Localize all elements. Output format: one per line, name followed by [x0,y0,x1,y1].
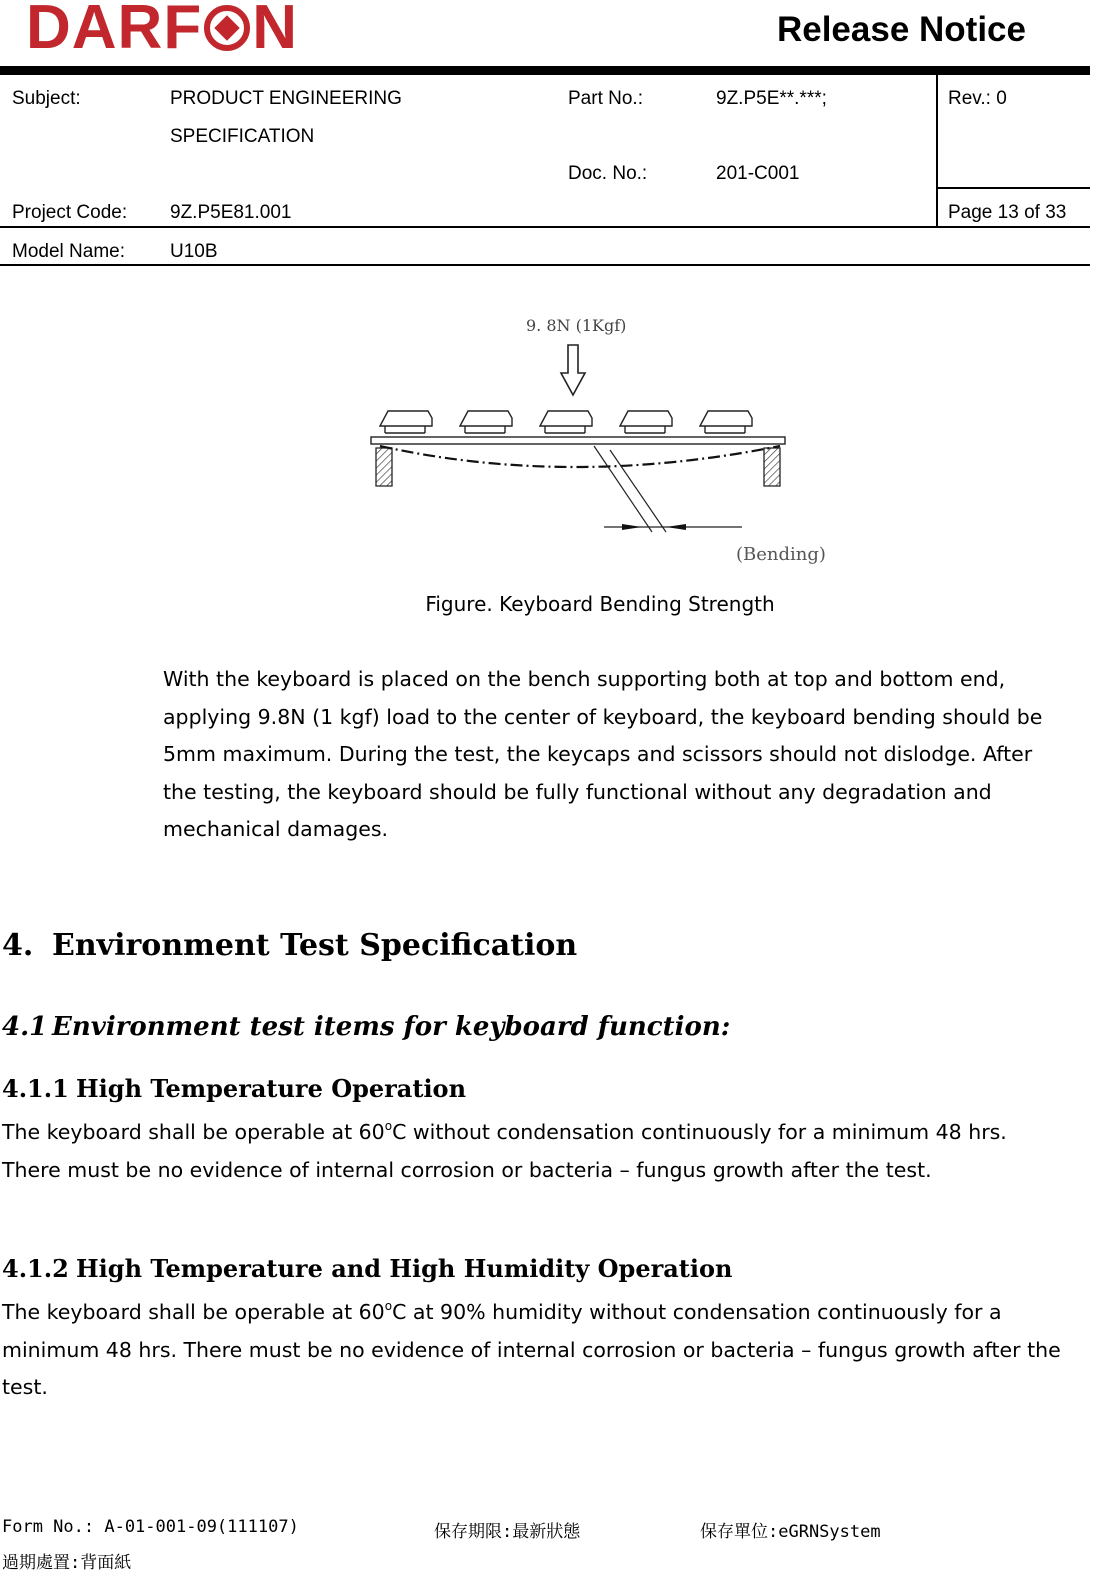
left-support [376,448,392,486]
header-divider-vertical [936,75,938,227]
section-4-1-1-heading [2,1074,466,1103]
section-title: Environment Test Specification [52,928,578,963]
footer-form-no: Form No.: A-01-001-09(111107) [2,1517,299,1537]
subject-line2: SPECIFICATION [170,126,315,147]
body-line: test. [2,1375,48,1399]
header-rule [0,66,1090,75]
logo-text-left: DARF [26,0,203,62]
body-line: The keyboard shall be operable at 60$^o$C at 90% humidity without condensation continuously for a [2,1299,1002,1324]
leader-line-1 [594,446,652,532]
logo-diamond-icon [203,4,251,52]
body-line: minimum 48 hrs. There must be no evidence of internal corrosion or bacteria – fungus growth after the [2,1337,1061,1362]
keyboard-plate [371,437,785,444]
model-label: Model Name: [12,241,125,262]
subject-label: Subject: [12,88,81,109]
dimension-arrow-right-icon [666,524,686,530]
header-divider-project [0,226,1090,228]
partno-value: 9Z.P5E**.***; [716,88,827,109]
section-4-1-heading [2,1012,730,1042]
company-logo [26,0,298,62]
intro-paragraph [163,661,1042,849]
header-divider-rev [936,187,1090,189]
section-number: 4.1.2 [2,1254,69,1283]
docno-value: 201-C001 [716,163,800,184]
section-4-1-2-body [2,1294,1061,1407]
partno-label: Part No.: [568,88,643,109]
intro-line: applying 9.8N (1 kgf) load to the center of keyboard, the keyboard bending should be [163,704,1043,729]
figure-caption: Figure. Keyboard Bending Strength [425,592,775,616]
keyboard-bending-figure [360,300,850,580]
right-support [764,448,780,486]
keycaps [380,411,752,433]
section-4-1-1-body [2,1114,1007,1189]
section-title: High Temperature Operation [76,1074,467,1103]
bending-curve [380,446,780,467]
intro-line: With the keyboard is placed on the bench supporting both at top and bottom end, [163,667,1006,691]
section-number: 4.1 [2,1012,48,1042]
dimension-arrow-left-icon [622,524,642,530]
bending-label: (Bending) [736,544,826,565]
docno-label: Doc. No.: [568,163,648,184]
section-4-1-2-heading [2,1254,732,1283]
logo-text-right: N [252,0,298,62]
leader-line-2 [610,450,666,532]
header-divider-model [0,264,1090,266]
model-value: U10B [170,241,218,262]
footer-retention-period: 保存期限:最新狀態 [434,1522,581,1542]
intro-line: 5mm maximum. During the test, the keycaps and scissors should not dislodge. After [163,742,1033,766]
load-label: 9. 8N (1Kgf) [526,316,627,335]
project-value: 9Z.P5E81.001 [170,202,292,223]
footer-disposal: 過期處置:背面紙 [2,1553,132,1573]
load-arrow-icon [561,345,585,395]
body-line: There must be no evidence of internal corrosion or bacteria – fungus growth after the test. [2,1157,932,1182]
intro-line: the testing, the keyboard should be fully functional without any degradation and [163,779,992,804]
subject-line1: PRODUCT ENGINEERING [170,88,402,109]
footer-retention-unit: 保存單位:eGRNSystem [700,1522,881,1542]
section-title: High Temperature and High Humidity Operation [76,1254,733,1283]
page-number: Page 13 of 33 [948,202,1067,223]
section-number: 4. [2,928,34,963]
section-number: 4.1.1 [2,1074,69,1103]
document-title: Release Notice [776,10,1026,49]
body-line: The keyboard shall be operable at 60$^o$C without condensation continuously for a minimum 48 hrs. [2,1119,1007,1144]
intro-line: mechanical damages. [163,817,389,841]
section-4-heading [2,928,577,963]
project-label: Project Code: [12,202,128,223]
revision: Rev.: 0 [948,88,1007,109]
section-title: Environment test items for keyboard function: [52,1012,731,1042]
